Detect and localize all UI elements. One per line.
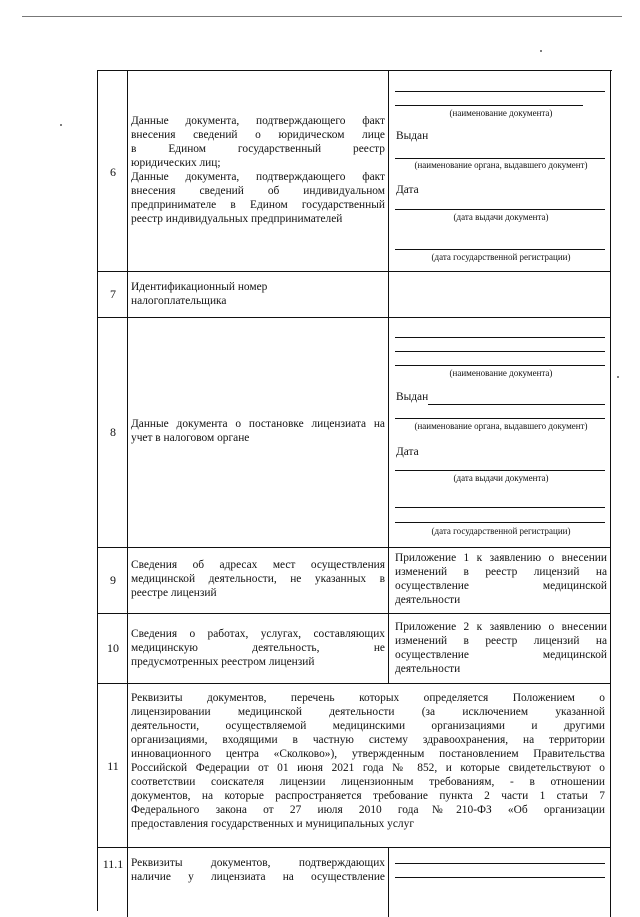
issued-label: Выдан: [396, 130, 429, 142]
row-description: Данные документа о постановке лицензиата на учет в налоговом органе: [131, 418, 385, 444]
doc-name-line[interactable]: [395, 351, 605, 352]
date-label: Дата: [396, 446, 419, 458]
doc-name-line[interactable]: [395, 337, 605, 338]
registration-date-line[interactable]: [395, 522, 605, 523]
registration-date-caption: (дата государственной регистрации): [431, 252, 571, 262]
row-number: 6: [110, 165, 116, 179]
doc-name-caption: (наименование документа): [449, 368, 553, 378]
appendix-reference: Приложение 2 к заявлению о внесении изменений в реестр лицензий на осуществление медицинской деятельности: [395, 621, 607, 675]
row-description: Идентификационный номер налогоплательщика: [131, 281, 268, 307]
issuer-line[interactable]: [395, 418, 605, 419]
issuer-line[interactable]: [395, 158, 605, 159]
table-row-6: [98, 71, 611, 272]
row-description: Реквизиты документов, перечень которых определяется Положением о лицензировании медицинской деятельности (за исключением указанной деятельности, осуществляемой медицинскими организациями и другими организациями, входящими в частную систему здравоохранения, на территории инновационного центра «Сколково»), утвержденным постановлением Правительства Российской Федерации от 01 июня 2021 года № 852, и которые свидетельствуют о соответствии соискателя лицензии лицензионным требованиям, - в отношении документов, на которые распространяется требование пункта 2 части 1 статьи 7 Федерального закона от 27 июля 2010 года№210-ФЗ «Об организации предоставления государственных и муниципальных услуг: [131, 692, 605, 830]
row-number: 9: [110, 573, 116, 587]
issue-date-line[interactable]: [395, 470, 605, 471]
table-row-11-1: [98, 847, 611, 917]
row-description: Сведения об адресах мест осуществления медицинской деятельности, не указанных в реестре лицензий: [131, 559, 385, 599]
scan-speck: [60, 124, 62, 126]
row-number: 7: [110, 287, 116, 301]
issuer-line[interactable]: [428, 404, 605, 405]
table-row-9: [98, 547, 611, 614]
table-row-8: [98, 317, 611, 548]
table-row-7: [98, 271, 611, 318]
doc-name-caption: (наименование документа): [449, 108, 553, 118]
row-number: 11.1: [102, 857, 124, 871]
license-form-table: [97, 70, 612, 911]
issue-date-line[interactable]: [395, 209, 605, 210]
scan-speck: [617, 376, 619, 378]
document-line[interactable]: [395, 877, 605, 878]
registration-date-line[interactable]: [395, 507, 605, 508]
issuer-caption: (наименование органа, выдавшего документ): [414, 160, 588, 170]
registration-date-caption: (дата государственной регистрации): [431, 526, 571, 536]
row-description: Данные документа, подтверждающего факт внесения сведений о юридическом лице в Едином государственный реестр юридических лиц; Данные документа, подтверждающего факт внесения сведений об индивидуальном предпринимателе в Едином государственный реестр индивидуальных предпринимателей: [131, 115, 385, 225]
document-line[interactable]: [395, 863, 605, 864]
issuer-caption: (наименование органа, выдавшего документ): [414, 421, 588, 431]
doc-name-line[interactable]: [395, 365, 605, 366]
appendix-reference: Приложение 1 к заявлению о внесении изменений в реестр лицензий на осуществление медицинской деятельности: [395, 552, 607, 606]
date-label: Дата: [396, 184, 419, 196]
row-description: Сведения о работах, услугах, составляющих медицинскую деятельность, не предусмотренных реестром лицензий: [131, 628, 385, 668]
top-rule: [22, 16, 622, 17]
issued-label: Выдан: [396, 391, 429, 403]
issue-date-caption: (дата выдачи документа): [453, 473, 549, 483]
row-number: 10: [107, 641, 119, 655]
doc-name-line[interactable]: [395, 91, 605, 92]
table-row-11: [98, 683, 611, 848]
row-number: 8: [110, 425, 116, 439]
row-description: Реквизиты документов, подтверждающих наличие у лицензиата на осуществление: [131, 857, 385, 883]
registration-date-line[interactable]: [395, 249, 605, 250]
issue-date-caption: (дата выдачи документа): [453, 212, 549, 222]
table-row-10: [98, 613, 611, 684]
doc-name-line[interactable]: [395, 105, 583, 106]
row-number: 11: [107, 759, 119, 773]
scan-speck: [540, 50, 542, 52]
